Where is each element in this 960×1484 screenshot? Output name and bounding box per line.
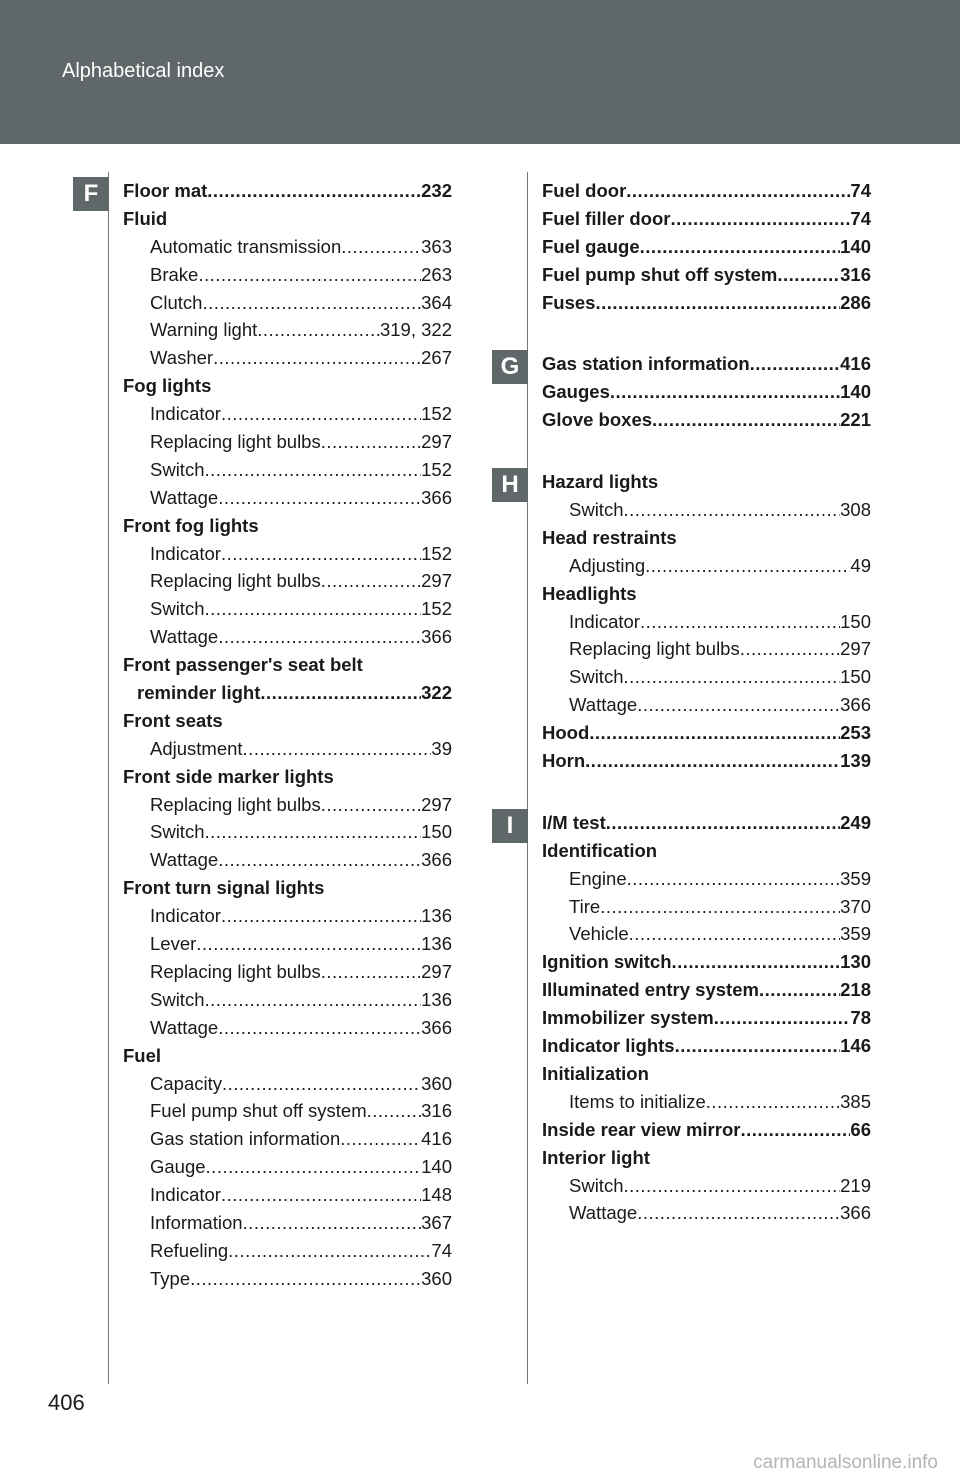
entry-page-ref: 49 [850, 554, 871, 576]
index-entry [123, 233, 452, 261]
entry-page-ref: 366 [421, 486, 452, 508]
entry-page-ref: 360 [421, 1072, 452, 1094]
dot-leader [321, 428, 421, 456]
dot-leader [589, 719, 840, 747]
entry-label: Washer [150, 347, 214, 369]
entry-page-ref: 136 [421, 933, 452, 955]
index-entry [542, 524, 871, 552]
entry-page-ref: 316 [840, 263, 871, 285]
entry-page-ref: 66 [850, 1118, 871, 1140]
entry-label: Immobilizer system [542, 1007, 714, 1029]
index-entry [123, 205, 452, 233]
entry-label: Replacing light bulbs [150, 431, 321, 453]
entry-label: Gauges [542, 381, 610, 403]
index-entry [542, 893, 871, 921]
dot-leader [341, 233, 421, 261]
entry-label: Switch [150, 598, 205, 620]
entry-label: Identification [542, 839, 658, 861]
entry-label: Warning light [150, 319, 258, 341]
entry-page-ref: 366 [421, 849, 452, 871]
dot-leader [205, 986, 422, 1014]
entry-label: Indicator [150, 905, 221, 927]
dot-leader [585, 747, 840, 775]
dot-leader [222, 1070, 421, 1098]
index-section [500, 350, 871, 434]
dot-leader [260, 679, 421, 707]
entry-label: Engine [569, 867, 627, 889]
entry-label: Gas station information [150, 1128, 341, 1150]
index-entry [542, 1144, 871, 1172]
entry-page-ref: 263 [421, 263, 452, 285]
dot-leader [243, 1209, 422, 1237]
entry-label: Front passenger's seat belt [123, 654, 363, 676]
entry-page-ref: 136 [421, 905, 452, 927]
index-entry [542, 552, 871, 580]
index-entry [123, 1125, 452, 1153]
entry-page-ref: 140 [421, 1156, 452, 1178]
entry-label: Indicator [150, 403, 221, 425]
entry-label: Wattage [569, 1202, 638, 1224]
index-entry [542, 809, 871, 837]
entry-page-ref: 74 [431, 1239, 452, 1261]
dot-leader [626, 177, 850, 205]
entry-label: Replacing light bulbs [150, 793, 321, 815]
index-entry [123, 484, 452, 512]
dot-leader [218, 623, 421, 651]
entry-page-ref: 146 [840, 1035, 871, 1057]
dot-leader [202, 289, 421, 317]
entry-label: Wattage [569, 694, 638, 716]
section-letter-badge: F [73, 177, 109, 211]
dot-leader [218, 846, 421, 874]
entry-label: Clutch [150, 291, 203, 313]
index-entry [123, 1209, 452, 1237]
entry-label: Illuminated entry system [542, 979, 759, 1001]
dot-leader [640, 608, 840, 636]
entry-page-ref: 139 [840, 750, 871, 772]
index-entry [542, 837, 871, 865]
entry-page-ref: 130 [840, 951, 871, 973]
index-entry [542, 468, 871, 496]
entry-label: Indicator lights [542, 1035, 675, 1057]
entry-page-ref: 150 [840, 666, 871, 688]
entry-label: Type [150, 1267, 191, 1289]
page-header [0, 0, 960, 144]
entry-page-ref: 150 [421, 821, 452, 843]
index-entry [542, 635, 871, 663]
entry-label: Fuel pump shut off system [542, 263, 778, 285]
index-entry [123, 763, 452, 791]
entry-label: Front seats [123, 709, 223, 731]
entry-page-ref: 366 [421, 626, 452, 648]
entry-label: Fuel filler door [542, 207, 671, 229]
index-entry [123, 372, 452, 400]
entry-label: Ignition switch [542, 951, 672, 973]
index-entry [123, 595, 452, 623]
entry-label: Fuel pump shut off system [150, 1100, 367, 1122]
index-entry [123, 1070, 452, 1098]
entry-page-ref: 140 [840, 235, 871, 257]
dot-leader [218, 1014, 421, 1042]
entry-label: Information [150, 1211, 243, 1233]
entry-label: Indicator [569, 610, 640, 632]
entry-page-ref: 152 [421, 403, 452, 425]
entry-label: Brake [150, 263, 199, 285]
index-entry [542, 1060, 871, 1088]
entry-page-ref: 359 [840, 867, 871, 889]
entry-label: Fog lights [123, 375, 212, 397]
dot-leader [221, 1181, 421, 1209]
entry-page-ref: 221 [840, 409, 871, 431]
index-entry [542, 719, 871, 747]
entry-label: Vehicle [569, 923, 629, 945]
dot-leader [624, 1172, 841, 1200]
dot-leader [228, 1237, 431, 1265]
dot-leader [624, 496, 841, 524]
entry-label: Lever [150, 933, 197, 955]
index-entry [542, 691, 871, 719]
dot-leader [777, 261, 840, 289]
index-entry [542, 1116, 871, 1144]
entry-label: Switch [150, 988, 205, 1010]
entry-page-ref: 78 [850, 1007, 871, 1029]
entry-label: Head restraints [542, 526, 677, 548]
index-section [506, 809, 871, 1227]
entry-label: Adjusting [569, 554, 646, 576]
dot-leader [637, 1199, 840, 1227]
index-entry [123, 930, 452, 958]
index-entry [542, 608, 871, 636]
index-entry [123, 1181, 452, 1209]
entry-label: reminder light [137, 682, 261, 704]
entry-label: Gauge [150, 1156, 206, 1178]
entry-page-ref: 140 [840, 381, 871, 403]
entry-label: Wattage [150, 486, 219, 508]
dot-leader [637, 691, 840, 719]
entry-label: Initialization [542, 1062, 649, 1084]
index-entry [123, 986, 452, 1014]
index-column-right [500, 177, 871, 1227]
entry-label: Fuses [542, 291, 596, 313]
entry-label: I/M test [542, 811, 606, 833]
index-entry [542, 350, 871, 378]
index-entry [123, 707, 452, 735]
dot-leader [205, 595, 422, 623]
index-entry [123, 540, 452, 568]
entry-label: Horn [542, 750, 586, 772]
entry-label: Interior light [542, 1146, 650, 1168]
dot-leader [624, 663, 841, 691]
entry-page-ref: 364 [421, 291, 452, 313]
index-entry [542, 580, 871, 608]
entry-page-ref: 297 [421, 570, 452, 592]
index-entry [542, 976, 871, 1004]
index-entry [542, 261, 871, 289]
entry-page-ref: 267 [421, 347, 452, 369]
entry-label: Switch [569, 666, 624, 688]
entry-label: Replacing light bulbs [150, 570, 321, 592]
dot-leader [190, 1265, 421, 1293]
index-entry [542, 177, 871, 205]
dot-leader [629, 920, 840, 948]
entry-page-ref: 152 [421, 598, 452, 620]
dot-leader [672, 948, 841, 976]
dot-leader [740, 1116, 850, 1144]
index-entry [123, 791, 452, 819]
index-entry [542, 406, 871, 434]
index-entry [123, 958, 452, 986]
entry-label: Wattage [150, 849, 219, 871]
entry-page-ref: 152 [421, 458, 452, 480]
index-entry [123, 1237, 452, 1265]
entry-page-ref: 360 [421, 1267, 452, 1289]
entry-label: Fluid [123, 207, 168, 229]
entry-page-ref: 322 [421, 682, 452, 704]
dot-leader [221, 540, 421, 568]
index-entry [542, 865, 871, 893]
entry-page-ref: 39 [431, 737, 452, 759]
entry-label: Items to initialize [569, 1090, 706, 1112]
entry-page-ref: 367 [421, 1211, 452, 1233]
entry-label: Indicator [150, 1184, 221, 1206]
index-entry [123, 177, 452, 205]
index-entry [542, 378, 871, 406]
entry-page-ref: 249 [840, 811, 871, 833]
entry-label: Replacing light bulbs [150, 960, 321, 982]
index-section [542, 177, 871, 316]
index-entry [542, 496, 871, 524]
entry-label: Front turn signal lights [123, 877, 325, 899]
entry-page-ref: 286 [840, 291, 871, 313]
entry-page-ref: 297 [421, 960, 452, 982]
entry-page-ref: 136 [421, 988, 452, 1010]
index-entry [542, 233, 871, 261]
dot-leader [206, 1153, 422, 1181]
entry-label: Switch [150, 821, 205, 843]
dot-leader [645, 552, 850, 580]
entry-label: Front side marker lights [123, 765, 334, 787]
entry-page-ref: 253 [840, 722, 871, 744]
index-entry [123, 874, 452, 902]
entry-label: Wattage [150, 1016, 219, 1038]
dot-leader [213, 344, 421, 372]
dot-leader [243, 735, 432, 763]
entry-label: Headlights [542, 582, 637, 604]
entry-page-ref: 370 [840, 895, 871, 917]
entry-label: Refueling [150, 1239, 229, 1261]
index-entry [123, 651, 452, 679]
index-entry [542, 948, 871, 976]
entry-label: Fuel door [542, 180, 627, 201]
entry-label: Gas station information [542, 353, 750, 375]
dot-leader [207, 177, 421, 205]
left-divider-line [108, 172, 109, 1384]
index-entry [123, 567, 452, 595]
index-entry [123, 735, 452, 763]
entry-page-ref: 74 [850, 207, 871, 229]
entry-label: Wattage [150, 626, 219, 648]
entry-page-ref: 218 [840, 979, 871, 1001]
section-letter-badge: H [492, 468, 528, 502]
index-entry [123, 846, 452, 874]
dot-leader [205, 818, 422, 846]
entry-label: Capacity [150, 1072, 222, 1094]
dot-leader [367, 1097, 422, 1125]
entry-page-ref: 359 [840, 923, 871, 945]
entry-page-ref: 416 [421, 1128, 452, 1150]
index-entry [542, 1004, 871, 1032]
dot-leader [321, 791, 421, 819]
entry-label: Switch [150, 458, 205, 480]
index-entry [123, 316, 452, 344]
entry-page-ref: 363 [421, 235, 452, 257]
section-letter-badge: G [492, 350, 528, 384]
index-entry [123, 512, 452, 540]
index-entry [123, 400, 452, 428]
dot-leader [205, 456, 422, 484]
entry-page-ref: 385 [840, 1090, 871, 1112]
dot-leader [600, 893, 840, 921]
dot-leader [221, 902, 421, 930]
index-entry [542, 1199, 871, 1227]
entry-label: Switch [569, 1174, 624, 1196]
entry-page-ref: 297 [421, 431, 452, 453]
index-entry [542, 1172, 871, 1200]
dot-leader [640, 233, 840, 261]
entry-page-ref: 148 [421, 1184, 452, 1206]
entry-page-ref: 152 [421, 542, 452, 564]
entry-label: Indicator [150, 542, 221, 564]
entry-label: Hazard lights [542, 471, 659, 493]
index-section [501, 468, 871, 775]
dot-leader [610, 378, 840, 406]
dot-leader [740, 635, 840, 663]
watermark: carmanualsonline.info [753, 1452, 938, 1473]
index-entry [123, 902, 452, 930]
entry-label: Hood [542, 722, 590, 744]
dot-leader [606, 809, 840, 837]
entry-page-ref: 74 [850, 180, 871, 201]
index-entry [542, 289, 871, 317]
entry-page-ref: 297 [421, 793, 452, 815]
dot-leader [321, 958, 421, 986]
entry-page-ref: 416 [840, 353, 871, 375]
dot-leader [750, 350, 840, 378]
header-title: Alphabetical index [62, 60, 225, 82]
index-entry [123, 289, 452, 317]
dot-leader [714, 1004, 851, 1032]
index-entry [123, 261, 452, 289]
entry-page-ref: 150 [840, 610, 871, 632]
dot-leader [670, 205, 850, 233]
dot-leader [595, 289, 840, 317]
entry-page-ref: 297 [840, 638, 871, 660]
dot-leader [196, 930, 421, 958]
index-entry [123, 1042, 452, 1070]
entry-page-ref: 232 [421, 180, 452, 201]
entry-label: Switch [569, 499, 624, 521]
dot-leader [221, 400, 421, 428]
entry-label: Front fog lights [123, 514, 259, 536]
entry-label: Adjustment [150, 737, 243, 759]
entry-label: Glove boxes [542, 409, 653, 431]
index-section [83, 177, 452, 1293]
index-entry [542, 920, 871, 948]
entry-page-ref: 319, 322 [379, 319, 452, 341]
dot-leader [198, 261, 421, 289]
index-entry [123, 818, 452, 846]
index-entry [542, 205, 871, 233]
index-entry [542, 663, 871, 691]
section-letter-badge: I [492, 809, 528, 843]
entry-page-ref: 219 [840, 1174, 871, 1196]
entry-page-ref: 308 [840, 499, 871, 521]
dot-leader [340, 1125, 421, 1153]
dot-leader [257, 316, 380, 344]
index-entry [542, 747, 871, 775]
index-entry [542, 1088, 871, 1116]
entry-page-ref: 366 [840, 1202, 871, 1224]
index-entry [123, 679, 452, 707]
entry-label: Inside rear view mirror [542, 1118, 741, 1140]
dot-leader [652, 406, 840, 434]
entry-label: Fuel gauge [542, 235, 640, 257]
index-column-left [83, 177, 452, 1293]
index-entry [123, 1014, 452, 1042]
index-entry [123, 456, 452, 484]
entry-label: Fuel [123, 1044, 162, 1066]
dot-leader [706, 1088, 840, 1116]
index-entry [123, 1097, 452, 1125]
entry-page-ref: 366 [421, 1016, 452, 1038]
entry-label: Floor mat [123, 180, 208, 201]
entry-label: Automatic transmission [150, 235, 342, 257]
index-entry [123, 1153, 452, 1181]
dot-leader [759, 976, 840, 1004]
index-entry [123, 623, 452, 651]
entry-page-ref: 366 [840, 694, 871, 716]
dot-leader [627, 865, 841, 893]
entry-label: Replacing light bulbs [569, 638, 740, 660]
index-entry [123, 344, 452, 372]
index-entry [123, 1265, 452, 1293]
entry-label: Tire [569, 895, 601, 917]
dot-leader [218, 484, 421, 512]
index-entry [542, 1032, 871, 1060]
page-number: 406 [48, 1390, 85, 1415]
entry-page-ref: 316 [421, 1100, 452, 1122]
index-entry [123, 428, 452, 456]
dot-leader [675, 1032, 841, 1060]
dot-leader [321, 567, 421, 595]
